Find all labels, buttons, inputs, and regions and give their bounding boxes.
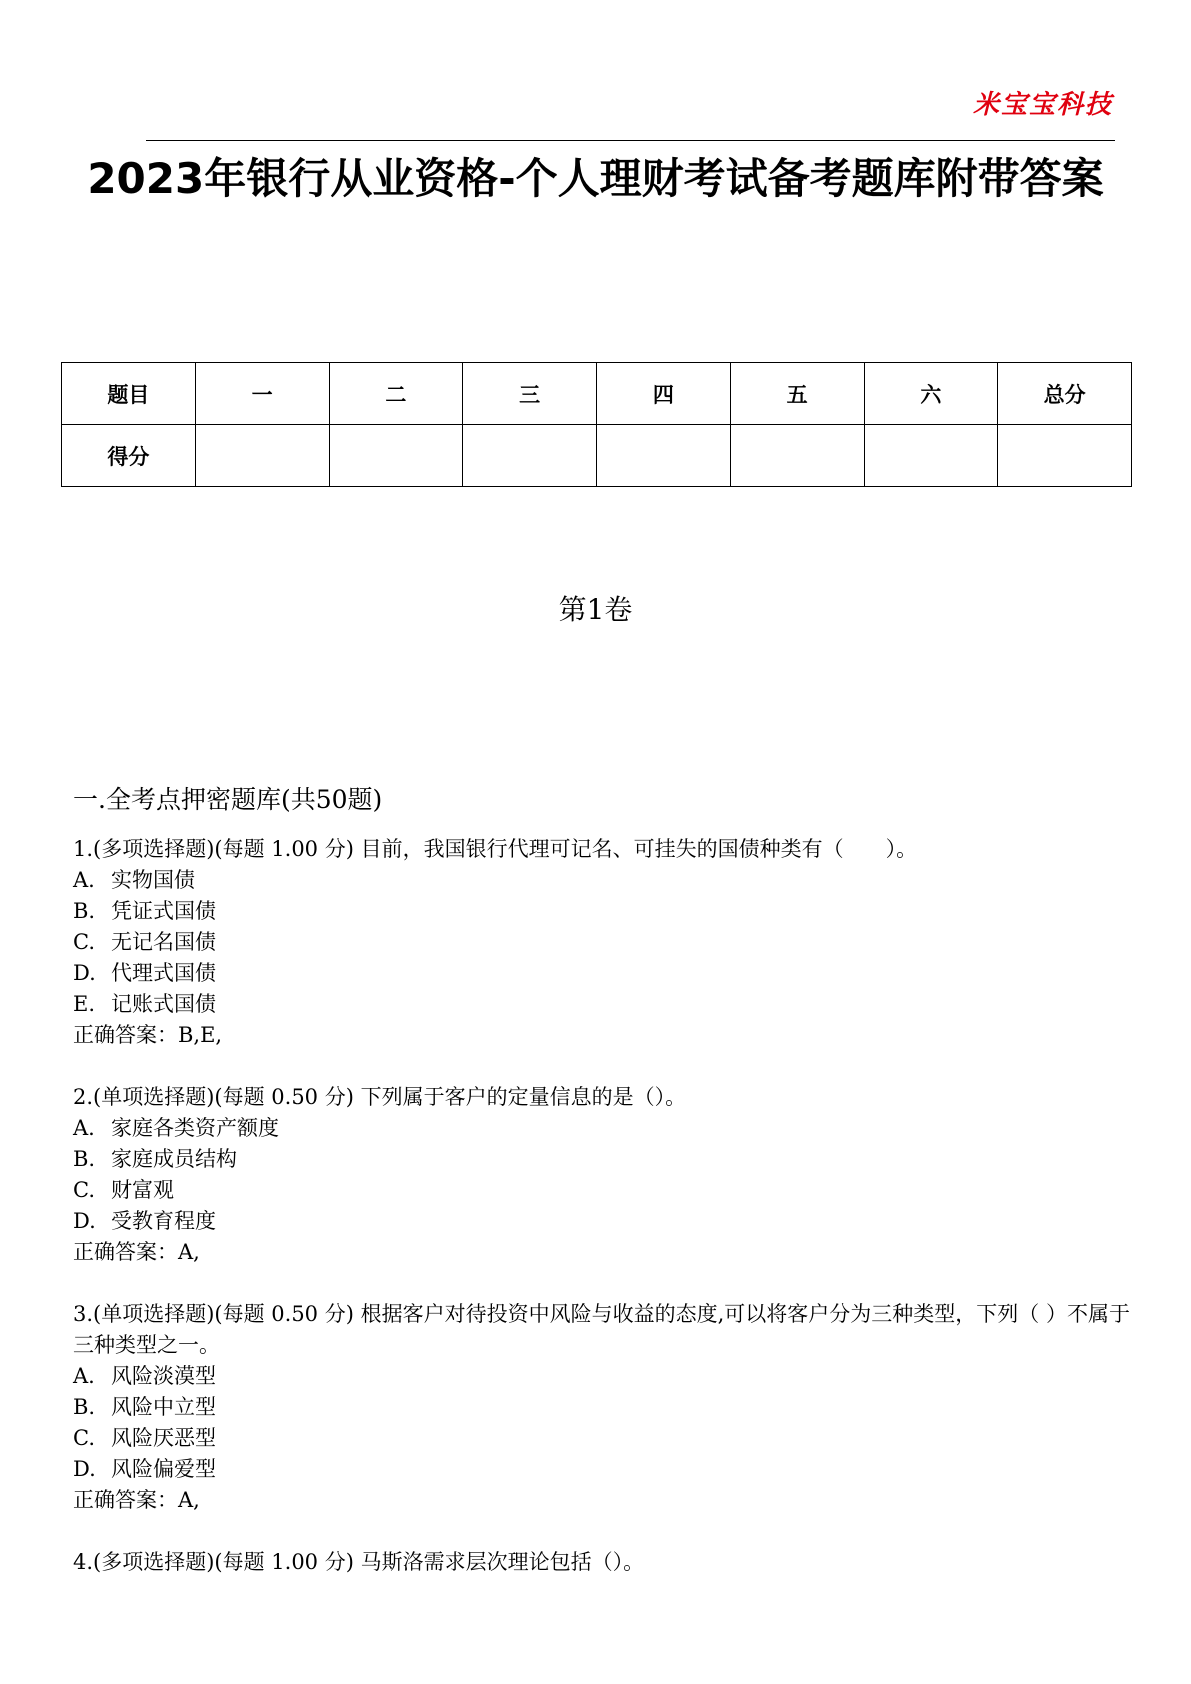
score-cell: [730, 425, 864, 487]
correct-answer: 正确答案：A,: [73, 1488, 200, 1512]
question-stem: 1.(多项选择题)(每题 1.00 分) 目前，我国银行代理可记名、可挂失的国债种类有（ ）。: [73, 837, 918, 861]
option-letter: B.: [73, 899, 96, 923]
option-letter: B.: [73, 1395, 96, 1419]
question-stem: 2.(单项选择题)(每题 0.50 分) 下列属于客户的定量信息的是（）。: [73, 1085, 687, 1109]
score-table-score-row: [62, 425, 1132, 487]
score-header-cell: 总分: [998, 363, 1132, 425]
option-text: 风险中立型: [111, 1395, 216, 1419]
option-text: 无记名国债: [111, 930, 216, 954]
score-header-cell: 五: [730, 363, 864, 425]
score-cell: [597, 425, 731, 487]
question-4: [73, 1547, 1133, 1578]
score-cell: [864, 425, 998, 487]
score-header-cell: 四: [597, 363, 731, 425]
option-c: [73, 927, 1133, 958]
option-letter: D.: [73, 961, 96, 985]
option-text: 代理式国债: [111, 961, 216, 985]
question-2: [73, 1082, 1133, 1268]
score-cell: [329, 425, 463, 487]
option-letter: A.: [73, 868, 95, 892]
section-title: 一.全考点押密题库(共50题): [73, 785, 383, 814]
option-text: 记账式国债: [111, 992, 216, 1016]
option-a: [73, 1113, 1133, 1144]
option-letter: B.: [73, 1147, 96, 1171]
brand-logo: 米宝宝科技: [972, 90, 1113, 120]
option-letter: E.: [73, 992, 96, 1016]
option-letter: C.: [73, 1178, 95, 1202]
option-letter: D.: [73, 1457, 96, 1481]
option-text: 凭证式国债: [111, 899, 216, 923]
option-letter: C.: [73, 930, 95, 954]
option-e: [73, 989, 1133, 1020]
option-text: 受教育程度: [111, 1209, 216, 1233]
score-table-header-row: [62, 363, 1132, 425]
option-text: 财富观: [111, 1178, 174, 1202]
question-1: [73, 834, 1133, 1051]
option-d: [73, 1206, 1133, 1237]
option-c: [73, 1175, 1133, 1206]
option-d: [73, 1454, 1133, 1485]
question-list: [73, 834, 1133, 1609]
document-title: 2023年银行从业资格-个人理财考试备考题库附带答案: [87, 154, 1104, 203]
option-c: [73, 1423, 1133, 1454]
option-b: [73, 896, 1133, 927]
score-header-cell: 题目: [62, 363, 196, 425]
score-header-cell: 三: [463, 363, 597, 425]
score-header-cell: 六: [864, 363, 998, 425]
option-letter: A.: [73, 1116, 95, 1140]
option-text: 风险偏爱型: [111, 1457, 216, 1481]
question-stem: 3.(单项选择题)(每题 0.50 分) 根据客户对待投资中风险与收益的态度,可以将客户分为三种类型，下列（ ）不属于三种类型之一。: [73, 1302, 1130, 1357]
score-header-cell: 一: [195, 363, 329, 425]
option-letter: A.: [73, 1364, 95, 1388]
correct-answer: 正确答案：B,E,: [73, 1023, 223, 1047]
option-a: [73, 1361, 1133, 1392]
score-header-cell: 二: [329, 363, 463, 425]
option-d: [73, 958, 1133, 989]
volume-label: 第1卷: [558, 593, 633, 626]
option-b: [73, 1392, 1133, 1423]
question-3: [73, 1299, 1133, 1516]
score-cell: [195, 425, 329, 487]
option-text: 家庭各类资产额度: [111, 1116, 279, 1140]
score-table: [61, 362, 1132, 487]
score-cell: [998, 425, 1132, 487]
score-row-label: 得分: [62, 425, 196, 487]
option-text: 实物国债: [111, 868, 195, 892]
option-text: 家庭成员结构: [111, 1147, 237, 1171]
option-a: [73, 865, 1133, 896]
header-rule: [146, 140, 1115, 141]
option-b: [73, 1144, 1133, 1175]
score-cell: [463, 425, 597, 487]
question-stem: 4.(多项选择题)(每题 1.00 分) 马斯洛需求层次理论包括（）。: [73, 1550, 645, 1574]
option-letter: D.: [73, 1209, 96, 1233]
option-letter: C.: [73, 1426, 95, 1450]
option-text: 风险厌恶型: [111, 1426, 216, 1450]
correct-answer: 正确答案：A,: [73, 1240, 200, 1264]
option-text: 风险淡漠型: [111, 1364, 216, 1388]
